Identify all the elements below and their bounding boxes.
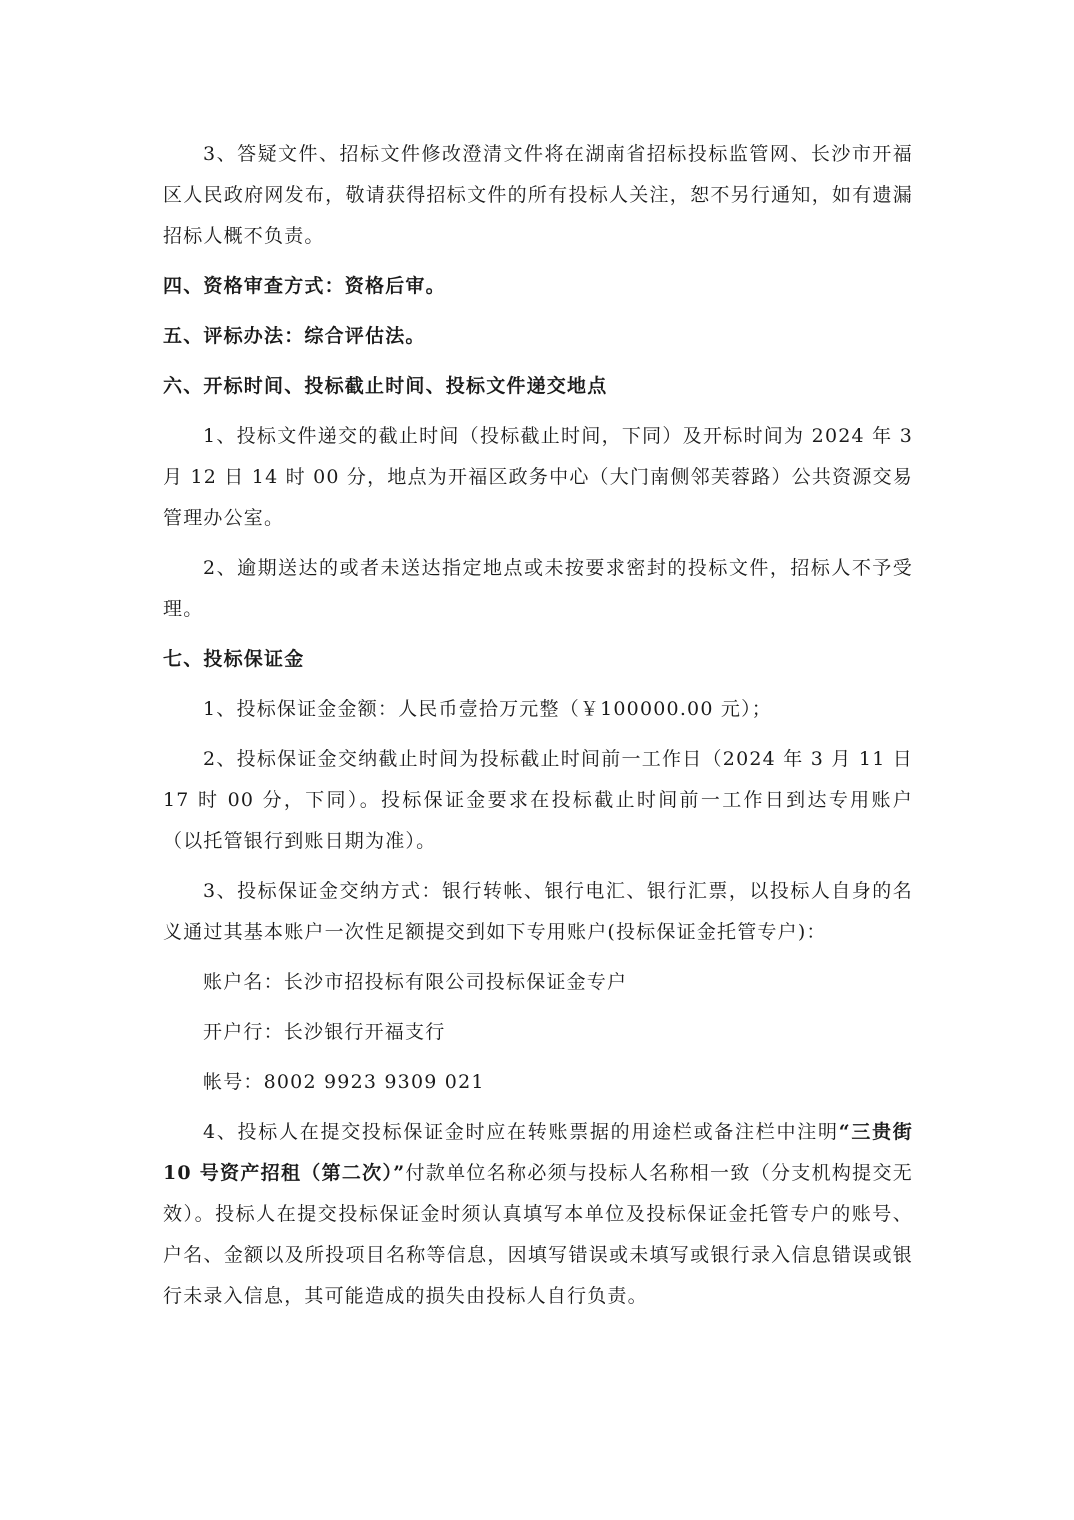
paragraph-bond-remarks — [163, 1112, 913, 1317]
heading-bid-bond: 七、投标保证金 — [163, 648, 305, 670]
paragraph-bond-amount: 1、投标保证金金额：人民币壹拾万元整（￥100000.00 元）； — [203, 698, 772, 720]
paragraph-bond-payment-method: 3、投标保证金交纳方式：银行转帐、银行电汇、银行汇票，以投标人自身的名义通过其基本账户一次性足额提交到如下专用账户(投标保证金托管专户)： — [163, 880, 913, 943]
project-name-emphasis: “三贵街 10 号资产招租（第二次）” — [163, 1121, 914, 1184]
account-number-line: 帐号：8002 9923 9309 021 — [203, 1071, 485, 1093]
heading-qualification-review: 四、资格审查方式：资格后审。 — [163, 275, 446, 297]
paragraph-bond-deadline: 2、投标保证金交纳截止时间为投标截止时间前一工作日（2024 年 3 月 11 日 17 时 00 分，下同）。投标保证金要求在投标截止时间前一工作日到达专用账户（以托管银行到账日期为准）。 — [163, 748, 913, 852]
paragraph-late-submission: 2、逾期送达的或者未送达指定地点或未按要求密封的投标文件，招标人不予受理。 — [163, 557, 913, 620]
remarks-body: 付款单位名称必须与投标人名称相一致（分支机构提交无效）。投标人在提交投标保证金时须认真填写本单位及投标保证金托管专户的账号、户名、金额以及所投项目名称等信息，因填写错误或未填写或银行录入信息错误或银行未录入信息，其可能造成的损失由投标人自行负责。 — [163, 1162, 913, 1307]
paragraph-deadline-location: 1、投标文件递交的截止时间（投标截止时间，下同）及开标时间为 2024 年 3 月 12 日 14 时 00 分，地点为开福区政务中心（大门南侧邻芙蓉路）公共资源交易管理办公室。 — [163, 425, 913, 529]
remarks-intro: 4、投标人在提交投标保证金时应在转账票据的用途栏或备注栏中注明 — [203, 1121, 839, 1143]
heading-evaluation-method: 五、评标办法：综合评估法。 — [163, 325, 426, 347]
account-name-line: 账户名：长沙市招投标有限公司投标保证金专户 — [203, 971, 628, 993]
document-body — [163, 134, 913, 1317]
paragraph-clarification-notice: 3、答疑文件、招标文件修改澄清文件将在湖南省招标投标监管网、长沙市开福区人民政府网发布，敬请获得招标文件的所有投标人关注，恕不另行通知，如有遗漏招标人概不负责。 — [163, 143, 913, 247]
bank-line: 开户行：长沙银行开福支行 — [203, 1021, 446, 1043]
heading-bid-opening: 六、开标时间、投标截止时间、投标文件递交地点 — [163, 375, 608, 397]
